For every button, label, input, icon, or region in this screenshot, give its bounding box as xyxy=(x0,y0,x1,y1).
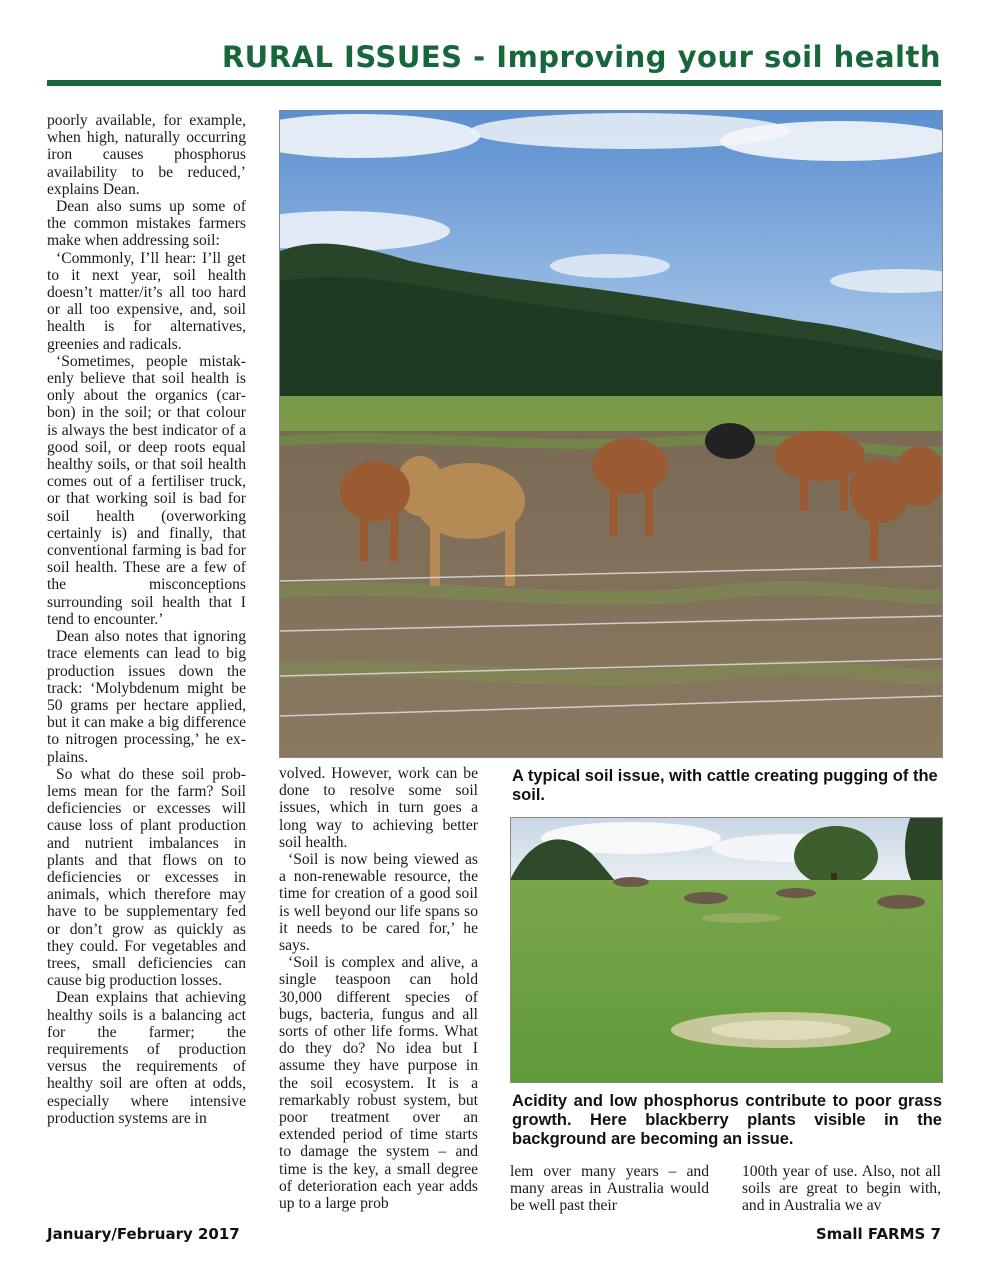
cattle-pugging-illustration xyxy=(280,111,942,757)
header-rule xyxy=(47,80,941,86)
pasture-photo xyxy=(510,817,943,1083)
article-column-3 xyxy=(510,1163,709,1215)
paragraph: lem over many years – and many areas in Australia would be well past their xyxy=(510,1163,709,1215)
section-title: RURAL ISSUES - Improving your soil health xyxy=(221,40,941,74)
pasture-illustration xyxy=(511,818,942,1082)
paragraph: ‘Sometimes, people mistakenly believe that soil health is only about the organics (carbon) in the soil; or that colour is always the best indicator of a good soil, or deep roots equal healthy soils, or that soil health comes out of a fertiliser truck, or that working soil is bad for soil health (overworking certainly is) and finally, that conventional farming is bad for soil health. These are a few of the misconceptions surrounding soil health that I tend to encounter.’ xyxy=(47,352,246,628)
paragraph: volved. However, work can be done to resolve some soil issues, which in turn goes a long way to achieving better soil health. xyxy=(279,765,478,851)
paragraph: Dean also sums up some of the common mistakes farmers make when addressing soil: xyxy=(47,198,246,250)
paragraph: ‘Soil is now being viewed as a non-renewable resource, the time for creation of a good soil is well beyond our life spans so it needs to be cared for,’ he says. xyxy=(279,851,478,955)
paragraph: So what do these soil problems mean for the farm? Soil deficiencies or excesses will cause loss of plant production and nutrient imbalances in plants and that flows on to deficiencies or excesses in animals, which therefore may have to be supplementary fed or don’t grow as quickly as they could. For vegetables and trees, small deficiencies can cause big production losses. xyxy=(47,765,246,990)
page-number: Small FARMS 7 xyxy=(815,1225,941,1243)
issue-date: January/February 2017 xyxy=(47,1225,240,1243)
photo-caption-2: Acidity and low phosphorus contribute to poor grass growth. Here blackberry plants visible in the background are becoming an issue. xyxy=(512,1092,942,1148)
article-column-2 xyxy=(279,765,478,1215)
paragraph: ‘Soil is complex and alive, a single teaspoon can hold 30,000 different species of bugs, bacteria, fungus and all sorts of other life forms. What do they do? No idea but I assume they have purpose in the soil ecosystem. It is a remarkably robust system, but poor treatment over an extended period of time starts to damage the system – and time is the key, a small degree of deterioration each year adds up to a large prob xyxy=(279,954,478,1213)
paragraph: ‘Commonly, I’ll hear: I’ll get to it next year, soil health doesn’t matter/it’s all too hard or all too expensive, and, soil health is for alternatives, greenies and radicals. xyxy=(47,249,246,353)
article-column-1 xyxy=(47,112,246,1215)
cattle-pugging-photo xyxy=(279,110,943,758)
paragraph: 100th year of use. Also, not all soils are great to begin with, and in Australia we av xyxy=(742,1163,941,1215)
paragraph: poorly available, for example, when high, naturally occurring iron causes phosphorus availability to be reduced,’ explains Dean. xyxy=(47,112,246,198)
photo-caption-1: A typical soil issue, with cattle creating pugging of the soil. xyxy=(512,767,938,804)
paragraph: Dean also notes that ignoring trace elements can lead to big production issues down the track: ‘Molybdenum might be 50 grams per hectare applied, but it can make a big difference to nitrogen processing,’ he explains. xyxy=(47,628,246,766)
paragraph: Dean explains that achieving healthy soils is a balancing act for the farmer; the requirements of production versus the requirements of healthy soil are often at odds, especially where intensive production systems are in xyxy=(47,989,246,1127)
article-column-4 xyxy=(742,1163,941,1215)
